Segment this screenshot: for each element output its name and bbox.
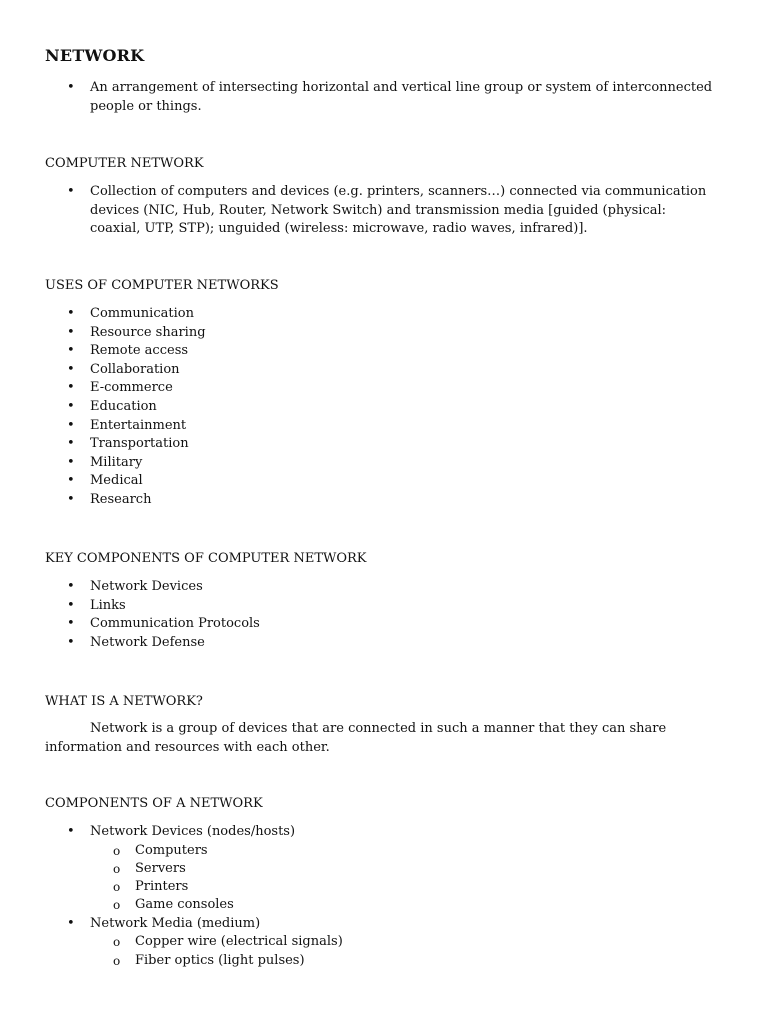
bullet-icon: • — [67, 417, 75, 433]
sub-list-item — [90, 842, 716, 860]
network-definition-list — [0, 79, 768, 116]
list-item — [0, 915, 768, 970]
device-item: Computers — [135, 842, 208, 858]
components-heading: COMPONENTS OF A NETWORK — [45, 796, 263, 811]
bullet-icon: • — [67, 324, 75, 340]
key-components-heading: KEY COMPONENTS OF COMPUTER NETWORK — [45, 551, 367, 566]
list-item — [0, 435, 768, 454]
list-item — [0, 472, 768, 491]
list-item — [0, 615, 768, 634]
list-item — [0, 79, 768, 116]
uses-heading: USES OF COMPUTER NETWORKS — [45, 278, 279, 293]
sub-list-item — [90, 878, 716, 896]
list-item — [0, 578, 768, 597]
circle-bullet-icon: o — [113, 953, 121, 968]
use-item: Research — [90, 491, 152, 507]
circle-bullet-icon: o — [113, 861, 121, 876]
list-item — [0, 597, 768, 616]
bullet-icon: • — [67, 184, 75, 199]
sub-list-item — [90, 933, 716, 951]
computer-network-list — [0, 183, 768, 239]
list-item — [0, 454, 768, 473]
circle-bullet-icon: o — [113, 898, 121, 913]
circle-bullet-icon: o — [113, 843, 121, 858]
bullet-icon: • — [67, 824, 75, 839]
component-item: Communication Protocols — [90, 616, 260, 632]
list-item — [0, 342, 768, 361]
what-is-paragraph: Network is a group of devices that are connected in such a manner that they can share information and resources with each other. — [45, 721, 667, 755]
list-item — [0, 491, 768, 510]
bullet-icon: • — [67, 597, 75, 613]
bullet-icon: • — [67, 398, 75, 414]
network-media-label: Network Media (medium) — [90, 915, 261, 931]
list-item — [0, 324, 768, 343]
media-item: Copper wire (electrical signals) — [135, 934, 343, 950]
use-item: Resource sharing — [90, 324, 206, 340]
sub-list-item — [90, 952, 716, 970]
list-item — [0, 379, 768, 398]
sub-list-item — [90, 896, 716, 914]
list-item — [0, 183, 768, 239]
components-list — [0, 823, 768, 970]
device-item: Game consoles — [135, 897, 234, 913]
media-item: Fiber optics (light pulses) — [135, 952, 305, 968]
device-item: Printers — [135, 879, 189, 895]
bullet-icon: • — [67, 616, 75, 632]
use-item: Communication — [90, 306, 194, 321]
bullet-icon: • — [67, 634, 75, 650]
use-item: Medical — [90, 473, 143, 489]
list-item — [0, 361, 768, 380]
document-title: NETWORK — [45, 46, 145, 65]
bullet-icon: • — [67, 361, 75, 377]
list-item — [0, 634, 768, 653]
computer-network-definition: Collection of computers and devices (e.g. printers, scanners…) connected via communication devices (NIC, Hub, Router, Network Switch) and transmission media [guided (physical: coaxial, UTP, STP); unguided (wireless: microwave, radio waves, infrared)]. — [90, 184, 707, 237]
component-item: Links — [90, 597, 126, 613]
circle-bullet-icon: o — [113, 880, 121, 895]
bullet-icon: • — [67, 343, 75, 359]
bullet-icon: • — [67, 454, 75, 470]
bullet-icon: • — [67, 80, 75, 95]
component-item: Network Devices — [90, 579, 203, 594]
list-item — [0, 305, 768, 324]
list-item — [0, 417, 768, 436]
bullet-icon: • — [67, 915, 75, 931]
use-item: Education — [90, 398, 157, 414]
key-components-list — [0, 578, 768, 652]
use-item: Remote access — [90, 343, 189, 359]
sub-list-item — [90, 860, 716, 878]
bullet-icon: • — [67, 579, 75, 594]
bullet-icon: • — [67, 491, 75, 507]
bullet-icon: • — [67, 473, 75, 489]
what-is-heading: WHAT IS A NETWORK? — [45, 694, 203, 709]
bullet-icon: • — [67, 306, 75, 321]
bullet-icon: • — [67, 380, 75, 396]
uses-list — [0, 305, 768, 510]
device-item: Servers — [135, 860, 186, 876]
use-item: Collaboration — [90, 361, 180, 377]
network-devices-label: Network Devices (nodes/hosts) — [90, 824, 296, 839]
network-devices-sublist — [90, 842, 716, 915]
component-item: Network Defense — [90, 634, 205, 650]
network-definition: An arrangement of intersecting horizontal and vertical line group or system of interconnected people or things. — [90, 80, 713, 114]
use-item: Military — [90, 454, 143, 470]
bullet-icon: • — [67, 436, 75, 452]
network-media-sublist — [90, 933, 716, 970]
use-item: E-commerce — [90, 380, 173, 396]
use-item: Entertainment — [90, 417, 187, 433]
list-item — [0, 823, 768, 915]
list-item — [0, 398, 768, 417]
computer-network-heading: COMPUTER NETWORK — [45, 156, 204, 171]
circle-bullet-icon: o — [113, 935, 121, 950]
use-item: Transportation — [90, 436, 189, 452]
